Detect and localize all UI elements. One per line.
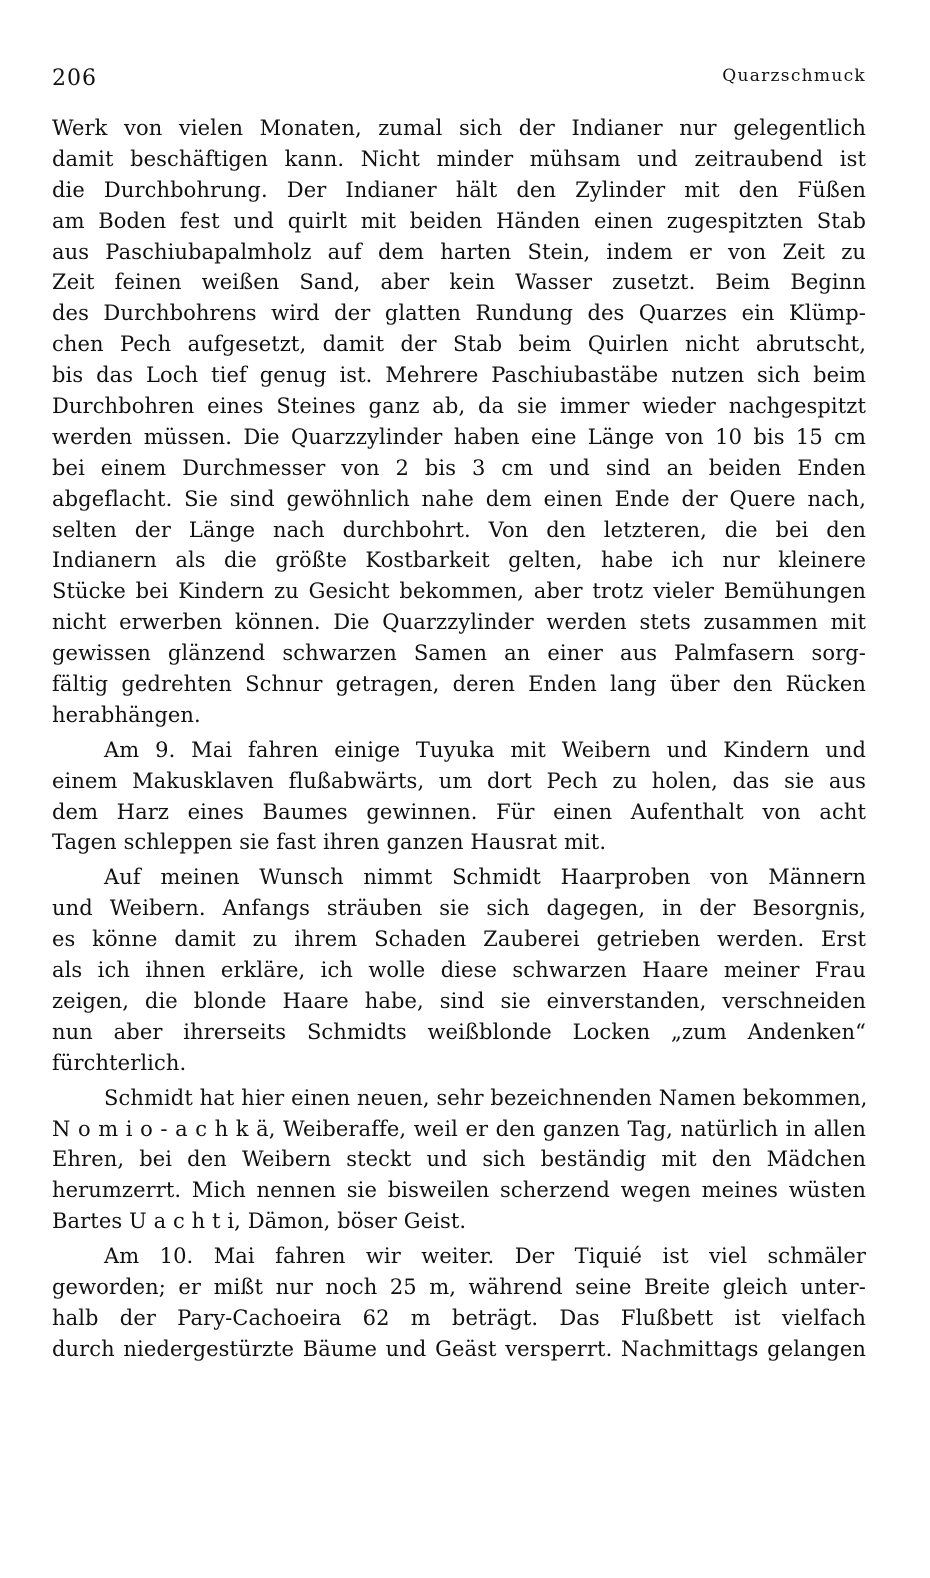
text-line: und Weibern. Anfangs sträuben sie sich dagegen, in der Besorgnis, — [52, 896, 866, 921]
text-line: bis das Loch tief genug ist. Mehrere Paschiubastäbe nutzen sich beim — [52, 363, 866, 388]
page-number: 206 — [52, 66, 97, 91]
paragraph-1 — [52, 113, 866, 731]
text-line: einem Makusklaven flußabwärts, um dort Pech zu holen, das sie aus — [52, 768, 866, 793]
page-header — [52, 66, 866, 94]
paragraph-4 — [52, 1083, 866, 1237]
text-line: es könne damit zu ihrem Schaden Zauberei getrieben werden. Erst — [52, 927, 866, 952]
text-line: aus Paschiubapalmholz auf dem harten Stein, indem er von Zeit zu — [52, 239, 866, 264]
paragraph-3 — [52, 862, 866, 1078]
text-line: als ich ihnen erkläre, ich wolle diese schwarzen Haare meiner Frau — [52, 958, 866, 983]
text-line: Auf meinen Wunsch nimmt Schmidt Haarproben von Männern — [104, 865, 866, 890]
text-line: fürchterlich. — [52, 1050, 187, 1075]
text-line: Indianern als die größte Kostbarkeit gelten, habe ich nur kleinere — [52, 548, 866, 573]
text-line: Am 10. Mai fahren wir weiter. Der Tiquié ist viel schmäler — [104, 1244, 866, 1269]
text-line: Werk von vielen Monaten, zumal sich der Indianer nur gelegentlich — [52, 116, 866, 140]
running-head: Quarzschmuck — [722, 66, 866, 86]
text-line: halb der Pary-Cachoeira 62 m beträgt. Das Flußbett ist vielfach — [52, 1305, 866, 1330]
text-line: N o m i o - a c h k ä, Weiberaffe, weil er den ganzen Tag, natürlich in allen — [52, 1116, 866, 1141]
text-line: geworden; er mißt nur noch 25 m, während seine Breite gleich unter- — [52, 1274, 866, 1299]
text-line: bei einem Durchmesser von 2 bis 3 cm und sind an beiden Enden — [52, 455, 866, 480]
text-line: die Durchbohrung. Der Indianer hält den Zylinder mit den Füßen — [52, 177, 866, 202]
text-line: selten der Länge nach durchbohrt. Von den letzteren, die bei den — [52, 517, 866, 542]
text-line: werden müssen. Die Quarzzylinder haben eine Länge von 10 bis 15 cm — [52, 424, 866, 449]
text-line: chen Pech aufgesetzt, damit der Stab beim Quirlen nicht abrutscht, — [52, 332, 866, 357]
text-line: Stücke bei Kindern zu Gesicht bekommen, aber trotz vieler Bemühungen — [52, 579, 866, 604]
text-line: Ehren, bei den Weibern steckt und sich beständig mit den Mädchen — [52, 1147, 866, 1172]
text-line: herabhängen. — [52, 702, 201, 727]
text-line: Schmidt hat hier einen neuen, sehr bezeichnenden Namen bekommen, — [104, 1085, 868, 1110]
text-line: nicht erwerben können. Die Quarzzylinder werden stets zusammen mit — [52, 610, 866, 635]
text-line: durch niedergestürzte Bäume und Geäst versperrt. Nachmittags gelangen — [52, 1336, 866, 1361]
text-line: dem Harz eines Baumes gewinnen. Für einen Aufenthalt von acht — [52, 799, 866, 824]
text-line: damit beschäftigen kann. Nicht minder mühsam und zeitraubend ist — [52, 146, 866, 171]
text-line: am Boden fest und quirlt mit beiden Händen einen zugespitzten Stab — [52, 208, 866, 233]
body-text — [52, 113, 866, 1365]
text-line: abgeflacht. Sie sind gewöhnlich nahe dem einen Ende der Quere nach, — [52, 486, 866, 511]
text-line: zeigen, die blonde Haare habe, sind sie einverstanden, verschneiden — [52, 988, 866, 1013]
text-line: Zeit feinen weißen Sand, aber kein Wasser zusetzt. Beim Beginn — [52, 270, 866, 295]
text-line: Am 9. Mai fahren einige Tuyuka mit Weibern und Kindern und — [104, 737, 866, 762]
text-line: gewissen glänzend schwarzen Samen an einer aus Palmfasern sorg- — [52, 641, 866, 666]
paragraph-2 — [52, 735, 866, 859]
paragraph-5 — [52, 1241, 866, 1365]
text-line: Tagen schleppen sie fast ihren ganzen Hausrat mit. — [52, 830, 607, 855]
text-line: fältig gedrehten Schnur getragen, deren Enden lang über den Rücken — [52, 672, 866, 697]
text-line: herumzerrt. Mich nennen sie bisweilen scherzend wegen meines wüsten — [52, 1178, 866, 1203]
text-line: des Durchbohrens wird der glatten Rundung des Quarzes ein Klümp- — [52, 301, 866, 326]
text-line: Durchbohren eines Steines ganz ab, da sie immer wieder nachgespitzt — [52, 394, 866, 419]
text-line: nun aber ihrerseits Schmidts weißblonde Locken „zum Andenken“ — [52, 1019, 866, 1044]
text-line: Bartes U a c h t i, Dämon, böser Geist. — [52, 1209, 467, 1234]
